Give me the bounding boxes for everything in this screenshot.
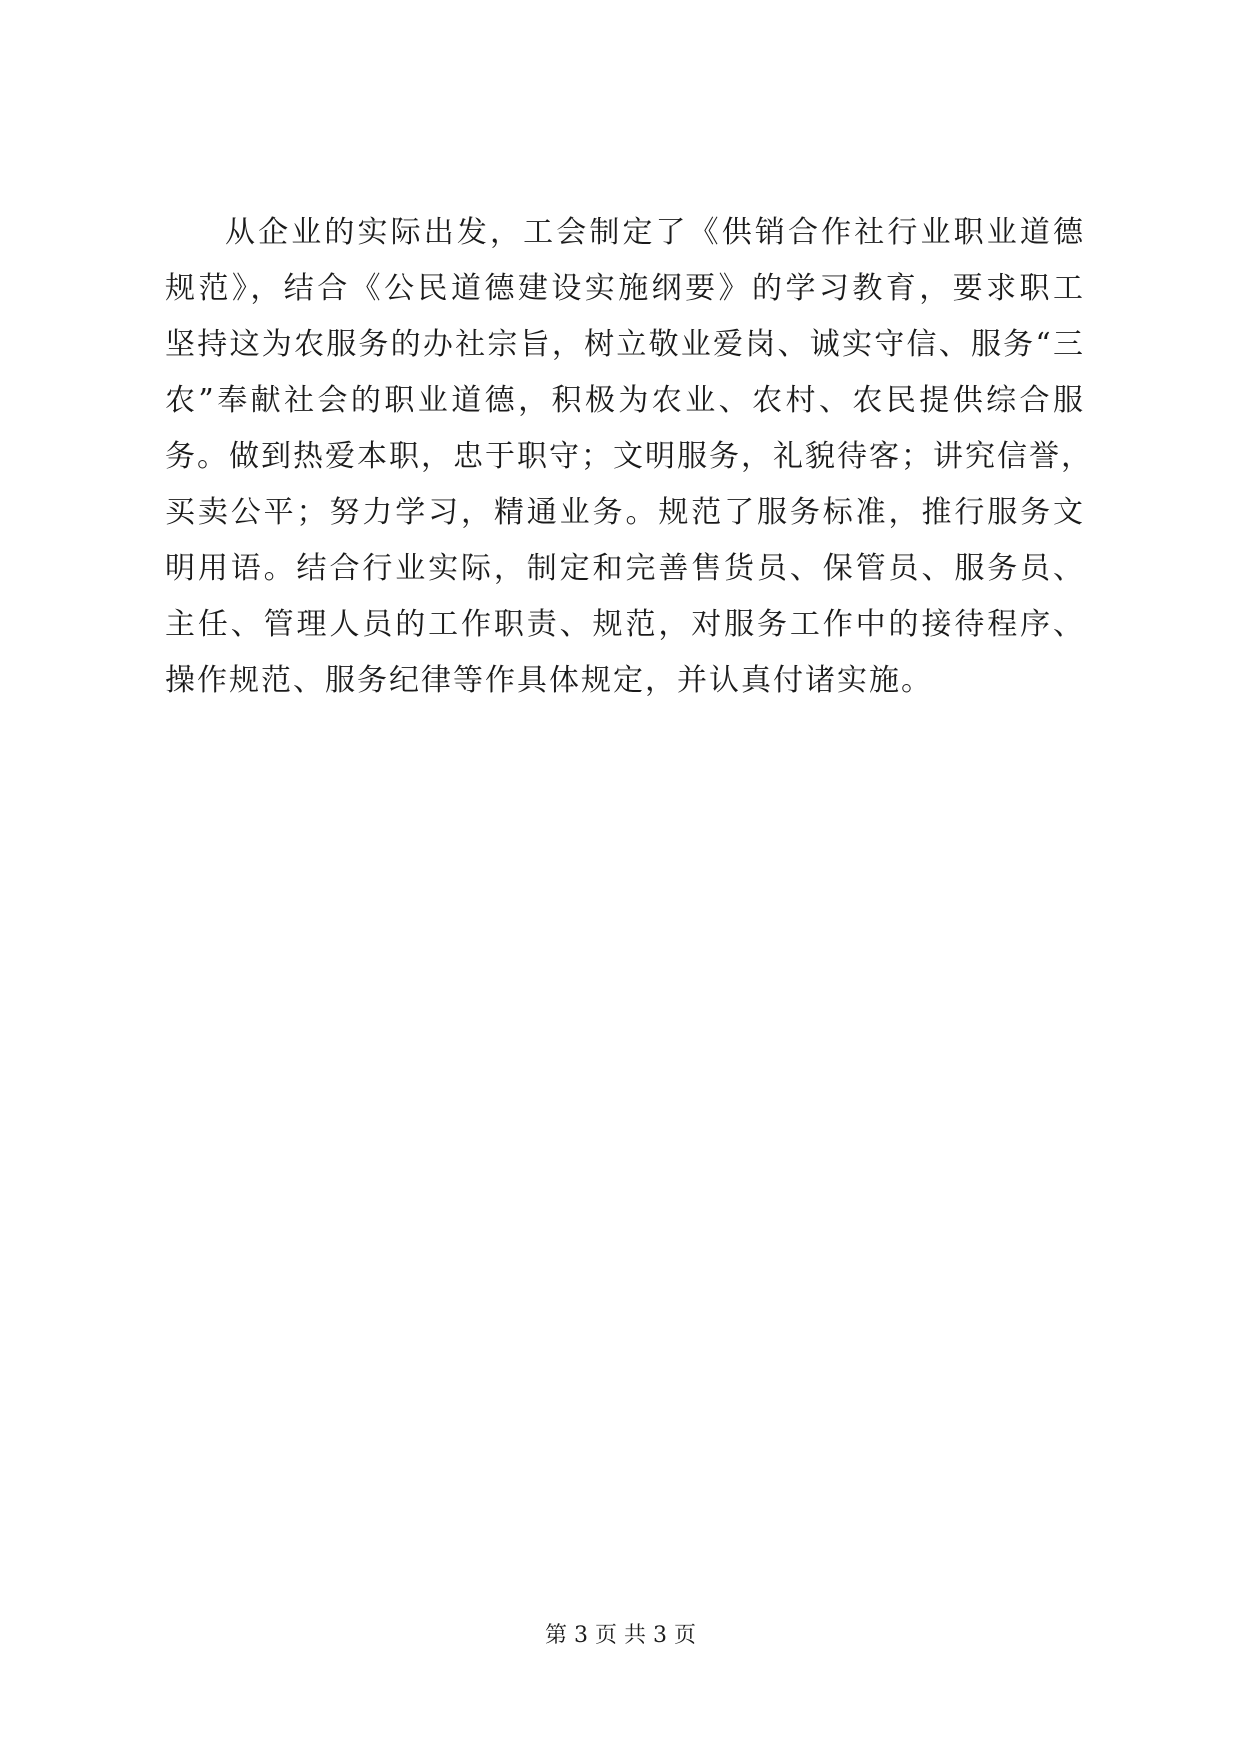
body-paragraph xyxy=(165,205,1093,709)
paragraph-line: 规范》，结合《公民道德建设实施纲要》的学习教育，要求职工 xyxy=(165,271,1085,306)
page-number-footer: 第 3 页 共 3 页 xyxy=(545,1623,696,1648)
paragraph-line: 农”奉献社会的职业道德，积极为农业、农村、农民提供综合服 xyxy=(165,383,1085,418)
paragraph-line: 操作规范、服务纪律等作具体规定，并认真付诸实施。 xyxy=(165,663,933,698)
paragraph-line: 务。做到热爱本职，忠于职守；文明服务，礼貌待客；讲究信誉， xyxy=(165,439,1093,474)
paragraph-line: 坚持这为农服务的办社宗旨，树立敬业爱岗、诚实守信、服务“三 xyxy=(165,327,1085,362)
paragraph-line: 买卖公平；努力学习，精通业务。规范了服务标准，推行服务文 xyxy=(165,495,1085,530)
paragraph-line: 主任、管理人员的工作职责、规范，对服务工作中的接待程序、 xyxy=(165,607,1085,642)
paragraph-line: 从企业的实际出发，工会制定了《供销合作社行业职业道德 xyxy=(225,215,1085,250)
paragraph-line: 明用语。结合行业实际，制定和完善售货员、保管员、服务员、 xyxy=(165,551,1085,586)
